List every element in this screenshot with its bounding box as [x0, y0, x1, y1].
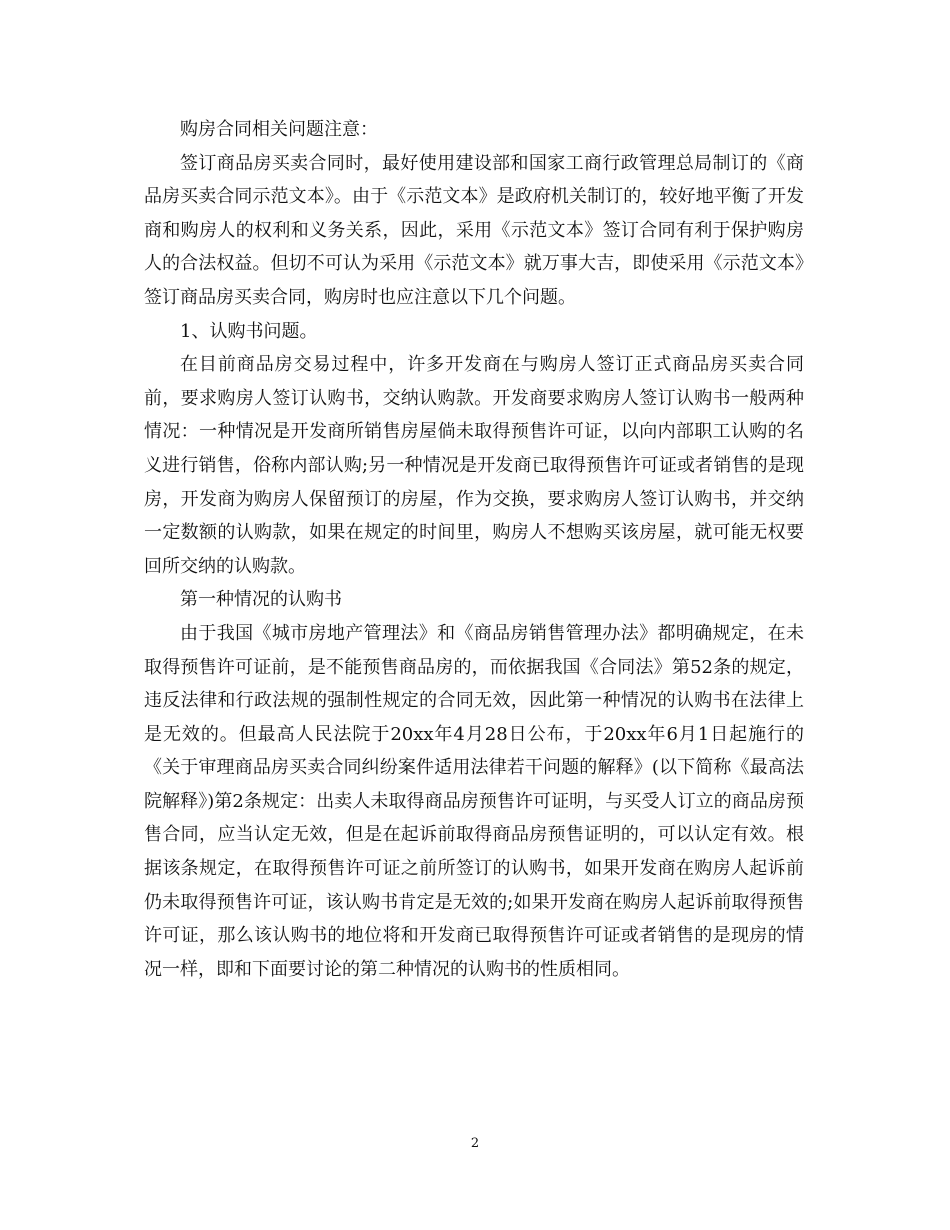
section-heading: 购房合同相关问题注意：	[180, 119, 378, 140]
subsection-heading: 第一种情况的认购书	[180, 589, 342, 611]
document-body	[144, 113, 804, 986]
paragraph: 由于我国《城市房地产管理法》和《商品房销售管理办法》都明确规定，在未取得预售许可证前，是不能预售商品房的，而依据我国《合同法》第52条的规定，违反法律和行政法规的强制性规定的合同无效，因此第一种情况的认购书在法律上是无效的。但最高人民法院于20xx年4月28日公布，于20xx年6月1日起施行的《关于审理商品房买卖合同纠纷案件适用法律若干问题的解释》(以下简称《最高法院解释》)第2条规定：出卖人未取得商品房预售许可证明，与买受人订立的商品房预售合同，应当认定无效，但是在起诉前取得商品房预售证明的，可以认定有效。根据该条规定，在取得预售许可证之前所签订的认购书，如果开发商在购房人起诉前仍未取得预售许可证，该认购书肯定是无效的;如果开发商在购房人起诉前取得预售许可证，那么该认购书的地位将和开发商已取得预售许可证或者销售的是现房的情况一样，即和下面要讨论的第二种情况的认购书的性质相同。	[144, 622, 804, 980]
subsection-heading: 1、认购书问题。	[180, 320, 318, 342]
paragraph: 在目前商品房交易过程中，许多开发商在与购房人签订正式商品房买卖合同前，要求购房人签订认购书，交纳认购款。开发商要求购房人签订认购书一般两种情况：一种情况是开发商所销售房屋倘未取得预售许可证，以向内部职工认购的名义进行销售，俗称内部认购;另一种情况是开发商已取得预售许可证或者销售的是现房，开发商为购房人保留预订的房屋，作为交换，要求购房人签订认购书，并交纳一定数额的认购款，如果在规定的时间里，购房人不想购买该房屋，就可能无权要回所交纳的认购款。	[144, 354, 804, 577]
page-number: 2	[470, 1136, 480, 1151]
paragraph: 签订商品房买卖合同时，最好使用建设部和国家工商行政管理总局制订的《商品房买卖合同示范文本》。由于《示范文本》是政府机关制订的，较好地平衡了开发商和购房人的权利和义务关系，因此，采用《示范文本》签订合同有利于保护购房人的合法权益。但切不可认为采用《示范文本》就万事大吉，即使采用《示范文本》签订商品房买卖合同，购房时也应注意以下几个问题。	[144, 152, 804, 308]
